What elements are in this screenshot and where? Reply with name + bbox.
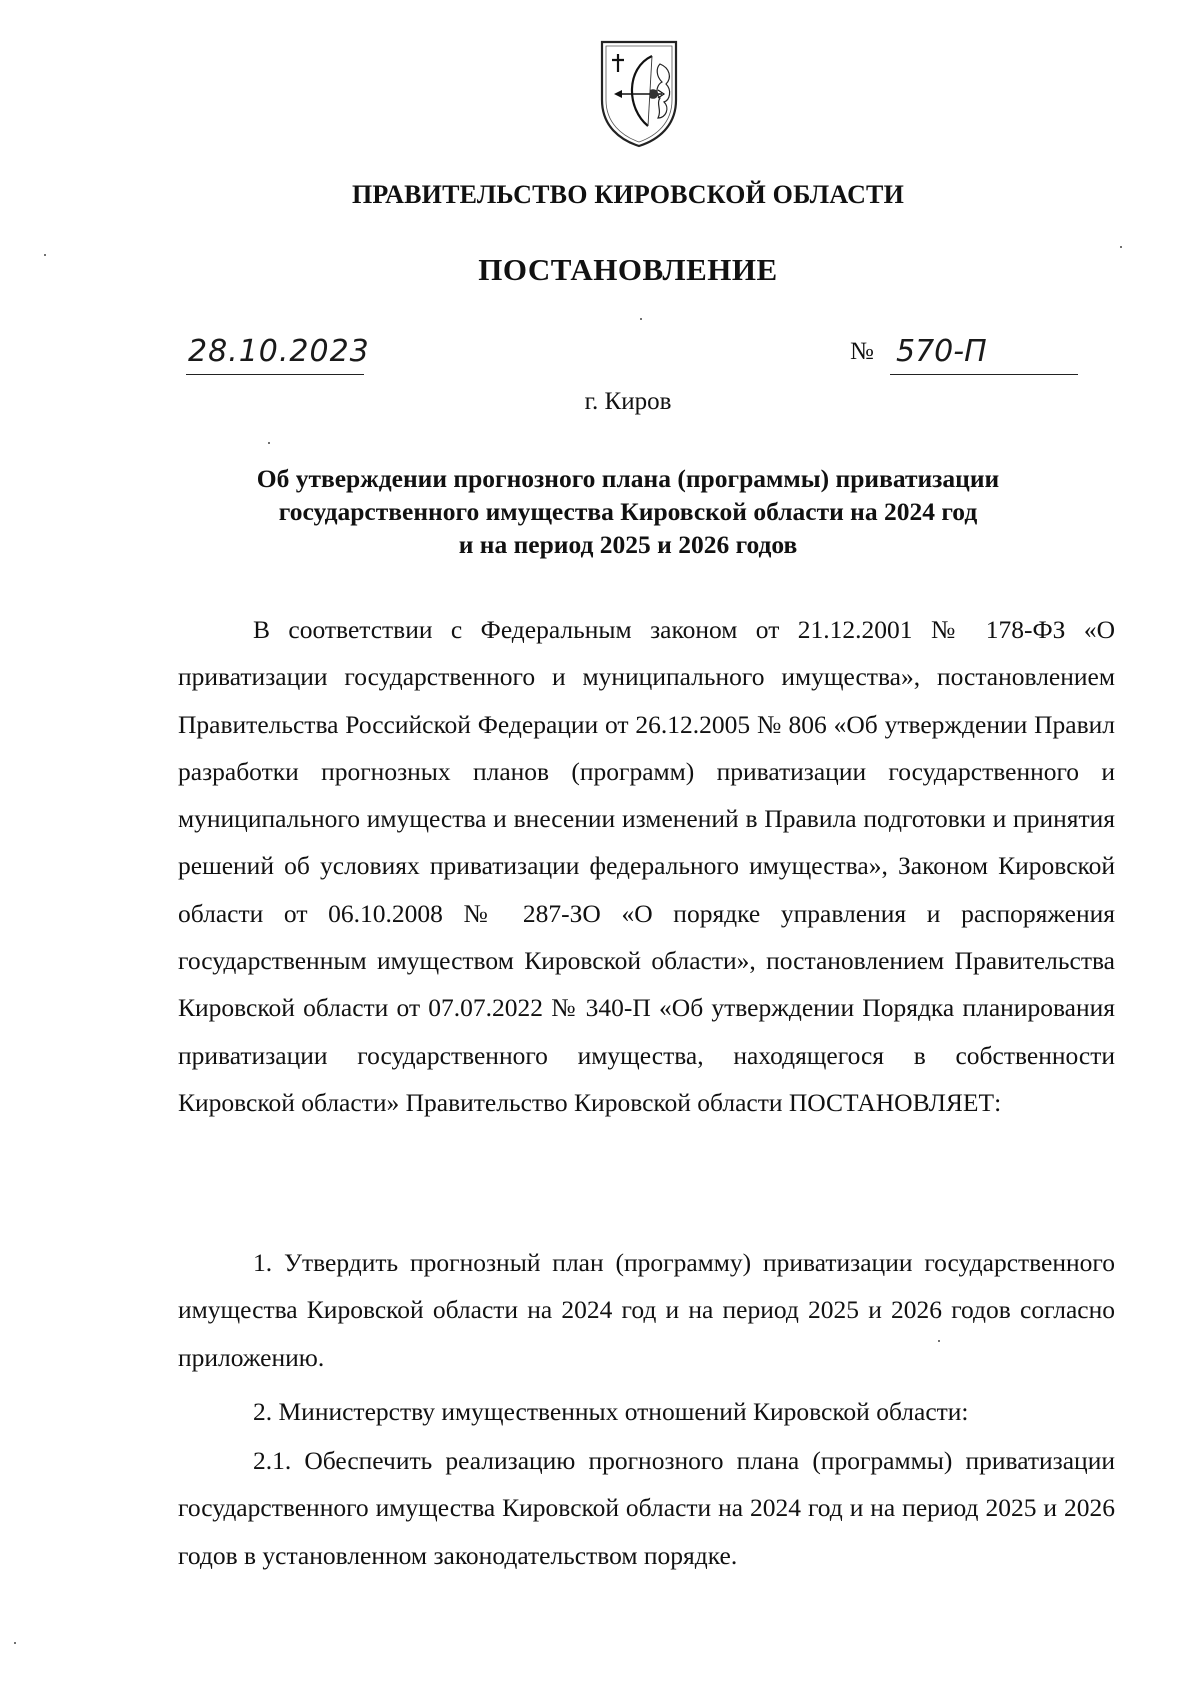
scan-speck bbox=[938, 1340, 940, 1342]
handwritten-number: 570-П bbox=[896, 334, 987, 369]
number-field bbox=[890, 334, 1078, 375]
city: г. Киров bbox=[584, 388, 672, 415]
subject-line-1: Об утверждении прогнозного плана (программы) приватизации bbox=[256, 464, 1000, 493]
date-field bbox=[186, 334, 370, 375]
number-label: № bbox=[850, 338, 874, 365]
scan-speck bbox=[268, 442, 270, 444]
scan-speck bbox=[640, 318, 642, 320]
item-2-paragraph: 2. Министерству имущественных отношений Кировской области: bbox=[253, 1397, 969, 1426]
handwritten-date: 28.10.2023 bbox=[188, 334, 370, 369]
scan-speck bbox=[1120, 246, 1122, 248]
government-name: ПРАВИТЕЛЬСТВО КИРОВСКОЙ ОБЛАСТИ bbox=[351, 180, 905, 209]
item-1-paragraph: 1. Утвердить прогнозный план (программу) приватизации государственного имущества Кировской области на 2024 год и на период 2025 и 2026 годов согласно приложению. bbox=[178, 1248, 1115, 1372]
document-subject bbox=[200, 462, 1056, 561]
document-type: ПОСТАНОВЛЕНИЕ bbox=[478, 252, 778, 287]
scan-speck bbox=[44, 254, 46, 256]
scan-speck bbox=[14, 1642, 16, 1644]
preamble-paragraph: В соответствии с Федеральным законом от 21.12.2001 № 178-ФЗ «О приватизации государственного и муниципального имущества», постановлением Правительства Российской Федерации от 26.12.2005 № 806 «Об утверждении Правил разработки прогнозных планов (программ) приватизации государственного и муниципального имущества и внесении изменений в Правила подготовки и принятия решений об условиях приватизации федерального имущества», Законом Кировской области от 06.10.2008 № 287-ЗО «О порядке управления и распоряжения государственным имуществом Кировской области», постановлением Правительства Кировской области от 07.07.2022 № 340-П «Об утверждении Порядка планирования приватизации государственного имущества, находящегося в собственности Кировской области» Правительство Кировской области ПОСТАНОВЛЯЕТ: bbox=[178, 615, 1115, 1117]
item-2-1-paragraph: 2.1. Обеспечить реализацию прогнозного плана (программы) приватизации государственного имущества Кировской области на 2024 год и на период 2025 и 2026 годов в установленном законодательством порядке. bbox=[178, 1446, 1115, 1570]
subject-line-3: и на период 2025 и 2026 годов bbox=[458, 530, 798, 559]
subject-line-2: государственного имущества Кировской области на 2024 год bbox=[278, 497, 978, 526]
kirov-coat-of-arms-icon bbox=[596, 38, 682, 150]
